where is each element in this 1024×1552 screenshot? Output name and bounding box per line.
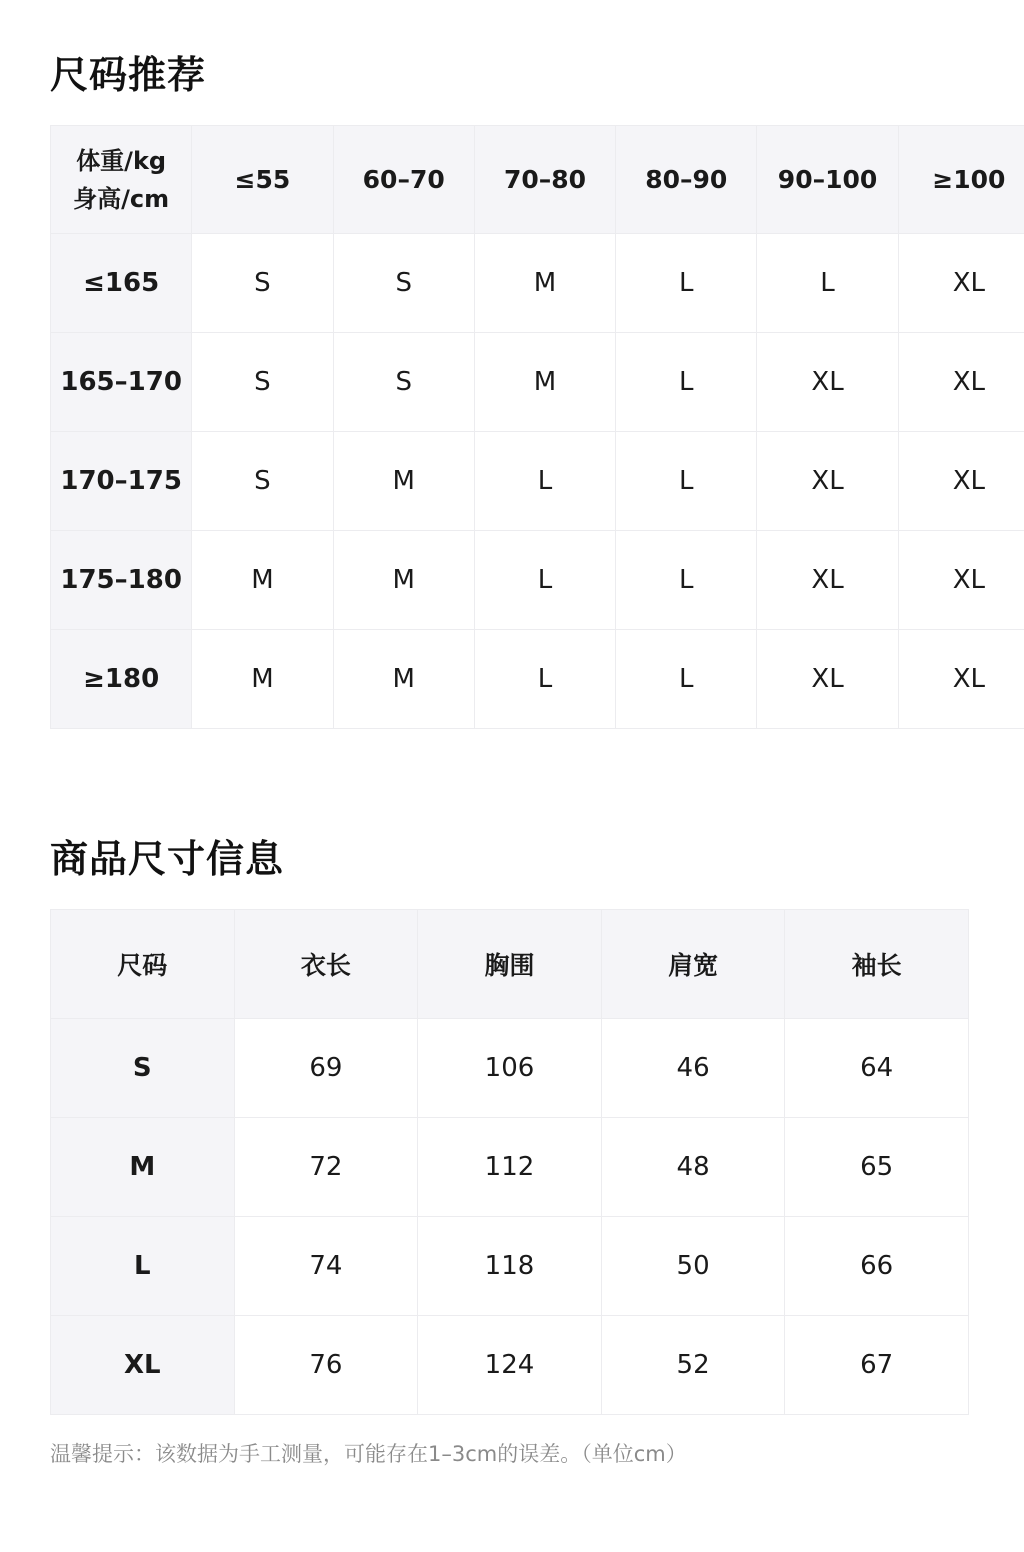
size-cell: XL — [757, 531, 898, 630]
weight-column-header: ≤55 — [192, 126, 333, 234]
size-cell: L — [757, 234, 898, 333]
size-cell: L — [474, 630, 615, 729]
measurement-cell: 52 — [601, 1316, 785, 1415]
weight-column-header: ≥100 — [898, 126, 1024, 234]
weight-column-header: 60–70 — [333, 126, 474, 234]
column-header-size: 尺码 — [51, 910, 235, 1019]
measurement-cell: 69 — [234, 1019, 418, 1118]
size-row-header: L — [51, 1217, 235, 1316]
table-row — [51, 1019, 969, 1118]
size-cell: S — [192, 432, 333, 531]
size-cell: M — [474, 234, 615, 333]
size-cell: M — [192, 630, 333, 729]
size-cell: L — [616, 234, 757, 333]
measurement-cell: 67 — [785, 1316, 969, 1415]
size-cell: S — [333, 234, 474, 333]
table-row — [51, 630, 1024, 729]
size-cell: L — [616, 333, 757, 432]
column-header-sleeve: 袖长 — [785, 910, 969, 1019]
table-row — [51, 234, 1024, 333]
size-cell: XL — [898, 234, 1024, 333]
measurement-cell: 74 — [234, 1217, 418, 1316]
size-cell: S — [192, 333, 333, 432]
corner-header-cell — [51, 126, 192, 234]
weight-column-header: 80–90 — [616, 126, 757, 234]
size-cell: XL — [898, 432, 1024, 531]
size-recommendation-title: 尺码推荐 — [50, 53, 207, 97]
height-row-header: ≤165 — [51, 234, 192, 333]
measurement-cell: 72 — [234, 1118, 418, 1217]
measurement-cell: 66 — [785, 1217, 969, 1316]
size-cell: L — [616, 432, 757, 531]
measurement-cell: 106 — [418, 1019, 602, 1118]
size-recommendation-table — [50, 125, 1024, 729]
table-row — [51, 333, 1024, 432]
table-row — [51, 531, 1024, 630]
weight-axis-label: 体重/kg — [76, 146, 167, 175]
size-cell: L — [474, 432, 615, 531]
column-header-chest: 胸围 — [418, 910, 602, 1019]
size-cell: S — [333, 333, 474, 432]
size-cell: M — [333, 630, 474, 729]
measurement-disclaimer: 温馨提示：该数据为手工测量，可能存在1–3cm的误差。（单位cm） — [50, 1442, 687, 1466]
size-cell: XL — [898, 630, 1024, 729]
size-cell: XL — [898, 333, 1024, 432]
measurement-cell: 64 — [785, 1019, 969, 1118]
product-size-info-title: 商品尺寸信息 — [50, 837, 285, 881]
size-cell: XL — [757, 432, 898, 531]
size-row-header: XL — [51, 1316, 235, 1415]
measurement-cell: 46 — [601, 1019, 785, 1118]
size-cell: M — [474, 333, 615, 432]
table-row — [51, 1316, 969, 1415]
height-row-header: 170–175 — [51, 432, 192, 531]
table-header-row — [51, 910, 969, 1019]
table-header-row — [51, 126, 1024, 234]
table-row — [51, 1217, 969, 1316]
size-cell: S — [192, 234, 333, 333]
column-header-shoulder: 肩宽 — [601, 910, 785, 1019]
measurement-cell: 118 — [418, 1217, 602, 1316]
product-size-table — [50, 909, 969, 1415]
size-row-header: S — [51, 1019, 235, 1118]
table-row — [51, 432, 1024, 531]
measurement-cell: 124 — [418, 1316, 602, 1415]
weight-column-header: 90–100 — [757, 126, 898, 234]
size-cell: M — [333, 432, 474, 531]
measurement-cell: 48 — [601, 1118, 785, 1217]
measurement-cell: 65 — [785, 1118, 969, 1217]
size-cell: XL — [898, 531, 1024, 630]
measurement-cell: 76 — [234, 1316, 418, 1415]
height-row-header: ≥180 — [51, 630, 192, 729]
measurement-cell: 50 — [601, 1217, 785, 1316]
size-cell: XL — [757, 333, 898, 432]
height-axis-label: 身高/cm — [73, 184, 170, 213]
size-cell: M — [192, 531, 333, 630]
size-cell: XL — [757, 630, 898, 729]
height-row-header: 175–180 — [51, 531, 192, 630]
size-cell: L — [616, 630, 757, 729]
column-header-length: 衣长 — [234, 910, 418, 1019]
height-row-header: 165–170 — [51, 333, 192, 432]
weight-column-header: 70–80 — [474, 126, 615, 234]
size-cell: M — [333, 531, 474, 630]
table-row — [51, 1118, 969, 1217]
size-row-header: M — [51, 1118, 235, 1217]
size-cell: L — [474, 531, 615, 630]
size-cell: L — [616, 531, 757, 630]
measurement-cell: 112 — [418, 1118, 602, 1217]
